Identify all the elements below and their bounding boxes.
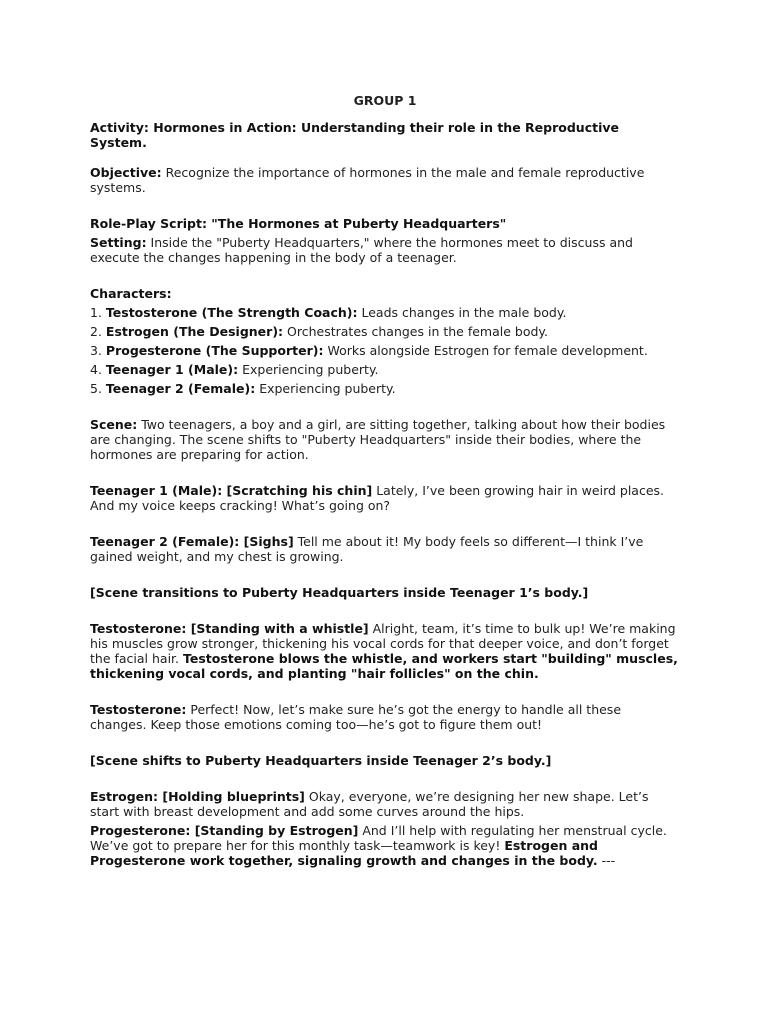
progesterone-tail: --- [597, 853, 616, 868]
testosterone-label-1: Testosterone: [Standing with a whistle] [90, 621, 369, 636]
setting-label: Setting: [90, 235, 147, 250]
teenager2-label: Teenager 2 (Female): [Sighs] [90, 534, 294, 549]
testosterone-line-2 [90, 702, 680, 732]
list-item-name: Progesterone (The Supporter): [105, 343, 324, 358]
list-item-number: 3. [90, 343, 106, 358]
list-item [90, 324, 680, 339]
scene-transition-2-text: [Scene shifts to Puberty Headquarters inside Teenager 2’s body.] [90, 753, 552, 768]
script-title [90, 216, 680, 231]
characters-heading [90, 286, 680, 301]
progesterone-action: Estrogen and Progesterone work together, signaling growth and changes in the body. [90, 838, 598, 868]
testosterone-label-2: Testosterone: [90, 702, 187, 717]
objective-text: Recognize the importance of hormones in the male and female reproductive systems. [90, 165, 645, 195]
testosterone-text-1: Alright, team, it’s time to bulk up! We’re making his muscles grow stronger, thickening his vocal cords for that deeper voice, and don’t forget the facial hair. [90, 621, 676, 666]
list-item-number: 1. [90, 305, 106, 320]
teenager1-text: Lately, I’ve been growing hair in weird places. And my voice keeps cracking! What’s going on? [90, 483, 665, 513]
progesterone-text: And I’ll help with regulating her menstrual cycle. We’ve got to prepare her for this monthly task—teamwork is key! [90, 823, 667, 853]
teenager2-line [90, 534, 680, 564]
progesterone-label: Progesterone: [Standing by Estrogen] [90, 823, 359, 838]
setting-text: Inside the "Puberty Headquarters," where the hormones meet to discuss and execute the changes happening in the body of a teenager. [90, 235, 633, 265]
activity-heading [90, 120, 680, 150]
teenager1-line [90, 483, 680, 513]
scene-transition-2 [90, 753, 680, 768]
scene-text: Two teenagers, a boy and a girl, are sitting together, talking about how their bodies are changing. The scene shifts to "Puberty Headquarters" inside their bodies, where the hormones are preparing for action. [90, 417, 666, 462]
list-item-name: Estrogen (The Designer): [105, 324, 284, 339]
list-item-desc: Leads changes in the male body. [357, 305, 567, 320]
list-item-desc: Works alongside Estrogen for female development. [323, 343, 648, 358]
activity-label: Activity: Hormones in Action: Understanding their role in the Reproductive System. [90, 120, 619, 150]
list-item-name: Testosterone (The Strength Coach): [105, 305, 358, 320]
list-item-desc: Experiencing puberty. [238, 362, 379, 377]
testosterone-text-2: Perfect! Now, let’s make sure he’s got the energy to handle all these changes. Keep those emotions coming too—he’s got to figure them out! [90, 702, 622, 732]
progesterone-line [90, 823, 680, 868]
list-item-name: Teenager 1 (Male): [105, 362, 239, 377]
document-page [90, 93, 680, 868]
list-item [90, 305, 680, 320]
characters-list [90, 305, 680, 396]
list-item-number: 4. [90, 362, 106, 377]
scene-label: Scene: [90, 417, 138, 432]
list-item-number: 5. [90, 381, 106, 396]
script-title-text: Role-Play Script: "The Hormones at Puberty Headquarters" [90, 216, 507, 231]
list-item [90, 381, 680, 396]
teenager2-text: Tell me about it! My body feels so different—I think I’ve gained weight, and my chest is growing. [90, 534, 644, 564]
list-item-desc: Experiencing puberty. [255, 381, 396, 396]
list-item-desc: Orchestrates changes in the female body. [283, 324, 549, 339]
teenager1-label: Teenager 1 (Male): [Scratching his chin] [90, 483, 373, 498]
list-item [90, 362, 680, 377]
estrogen-label: Estrogen: [Holding blueprints] [90, 789, 305, 804]
objective-label: Objective: [90, 165, 162, 180]
scene-transition-1 [90, 585, 680, 600]
objective-paragraph [90, 165, 680, 195]
characters-heading-text: Characters: [90, 286, 172, 301]
scene-paragraph [90, 417, 680, 462]
estrogen-text: Okay, everyone, we’re designing her new shape. Let’s start with breast development and add some curves around the hips. [90, 789, 649, 819]
list-item-number: 2. [90, 324, 106, 339]
list-item [90, 343, 680, 358]
scene-transition-1-text: [Scene transitions to Puberty Headquarters inside Teenager 1’s body.] [90, 585, 589, 600]
page-title: GROUP 1 [353, 93, 417, 108]
estrogen-line [90, 789, 680, 819]
list-item-name: Teenager 2 (Female): [105, 381, 256, 396]
setting-paragraph [90, 235, 680, 265]
testosterone-action: Testosterone blows the whistle, and workers start "building" muscles, thickening vocal cords, and planting "hair follicles" on the chin. [90, 651, 678, 681]
testosterone-line-1 [90, 621, 680, 681]
